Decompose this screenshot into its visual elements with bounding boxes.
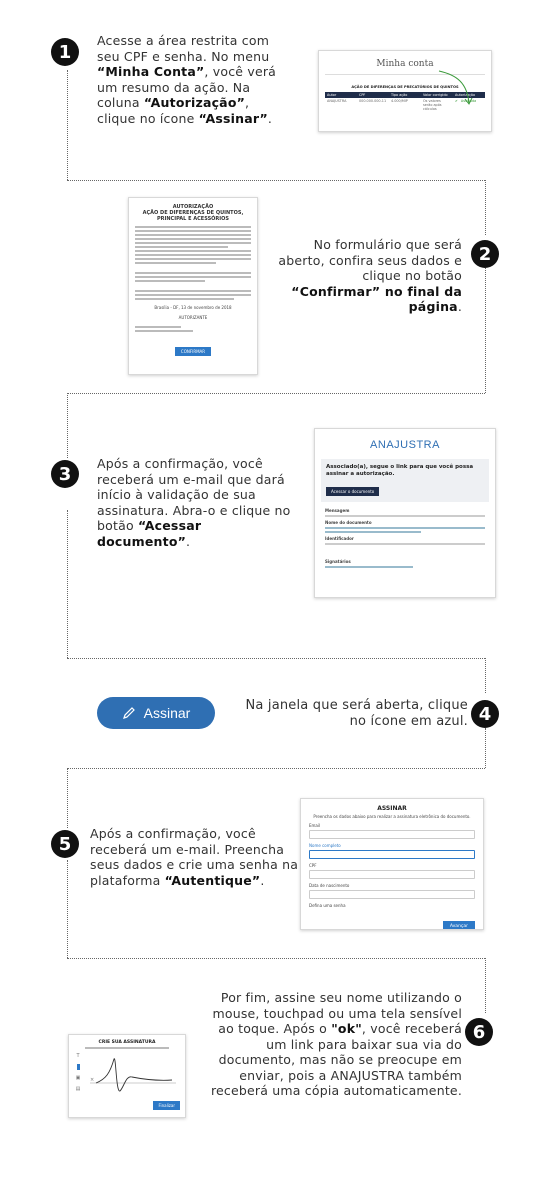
email-headline: Associado(a), segue o link para que você possa assinar a autorização.: [326, 464, 474, 477]
step-1-text-part: .: [267, 110, 273, 126]
anajustra-logo: ANAJUSTRA: [370, 439, 440, 451]
step-3-text-part: .: [186, 533, 191, 549]
step-1-text-part: Acesse a área restrita com seu CPF e senha. No menu: [97, 33, 270, 64]
step-1-text: [97, 33, 289, 126]
step-5-text: [90, 826, 300, 888]
step-1-column-label: “Autorização”: [143, 95, 246, 110]
cell-valor: Os valores serão após cálculos: [423, 99, 442, 111]
step-1-text-part: , clique no ícone: [97, 95, 250, 126]
email-label: Email: [309, 823, 321, 828]
step-2-text-part: No formulário que será aberto, confira seus dados e clique no botão: [278, 237, 462, 283]
draw-tool-icon[interactable]: [77, 1064, 80, 1070]
step-1-badge: 1: [51, 38, 79, 66]
step-6-badge: 6: [465, 1018, 493, 1046]
pen-icon: [122, 706, 136, 720]
acessar-documento-button[interactable]: Acessar o documento: [326, 487, 379, 496]
cell-tipo: 4.000/MIP: [391, 99, 408, 103]
step-6-ok-label: "ok": [331, 1021, 362, 1036]
divider-line: [485, 658, 486, 693]
form-title: ASSINAR: [377, 805, 407, 812]
confirmar-button[interactable]: CONFIRMAR: [175, 347, 211, 356]
name-label: Nome completo: [309, 843, 341, 848]
step-4-text: [232, 698, 468, 729]
step-5-text-part: .: [260, 872, 265, 888]
divider-line: [67, 70, 68, 180]
crie-assinatura-screenshot: [68, 1034, 186, 1118]
image-tool-icon[interactable]: ▣: [75, 1075, 81, 1081]
cell-autorizacao[interactable]: ✔ Assinada: [455, 99, 477, 103]
doc-date: Brasília - DF, 13 de novembro de 2018: [154, 305, 232, 310]
arrow-icon: [437, 69, 477, 109]
email-message-label: Mensagem: [325, 508, 350, 513]
step-1-text-part: , você verá um resumo da ação. Na coluna: [97, 64, 277, 110]
step-6-text-part: , você receberá um link para baixar sua via do documento, mas não se preocupe em enviar, pois a ANAJUSTRA também receberá uma cópia automaticamente.: [210, 1021, 462, 1098]
assinar-button[interactable]: [97, 697, 215, 729]
text-tool-icon[interactable]: T: [76, 1053, 80, 1059]
email-field[interactable]: [309, 830, 475, 839]
step-6-text: [206, 990, 462, 1099]
divider-line: [485, 268, 486, 393]
step-2-badge: 2: [471, 240, 499, 268]
divider-line: [67, 768, 485, 769]
email-screenshot: [314, 428, 496, 598]
assinar-button-label: Assinar: [143, 705, 191, 721]
stamp-tool-icon[interactable]: ▤: [75, 1086, 81, 1092]
divider-line: [67, 860, 68, 958]
divider-line: [485, 728, 486, 768]
minha-conta-title: Minha conta: [376, 59, 434, 69]
doc-subheading: AÇÃO DE DIFERENÇAS DE QUINTOS, PRINCIPAL E ACESSÓRIOS: [142, 210, 244, 222]
svg-text:×: ×: [90, 1077, 95, 1083]
divider-line: [67, 393, 68, 458]
step-1-icon-label: “Assinar”: [198, 110, 268, 126]
doc-heading: AUTORIZAÇÃO: [172, 204, 214, 210]
divider-line: [67, 958, 485, 959]
step-6-text-part: Por fim, assine seu nome utilizando o mouse, touchpad ou uma tela sensível ao toque. Após o: [212, 990, 462, 1036]
step-2-text: [276, 237, 462, 315]
step-3-button-label: “Acessar documento”: [97, 518, 202, 549]
cpf-field[interactable]: [309, 870, 475, 879]
form-subtitle: Preencha os dados abaixo para realizar a assinatura eletrônica do documento.: [313, 814, 471, 819]
step-5-platform-label: “Autentique”: [164, 872, 261, 888]
step-1-menu-label: “Minha Conta”: [97, 64, 205, 79]
email-doc-label: Nome do documento: [325, 520, 372, 525]
divider-line: [485, 180, 486, 235]
email-signers-label: Signatários: [325, 559, 351, 564]
step-3-text: [97, 456, 293, 549]
finalizar-button[interactable]: Finalizar: [153, 1101, 180, 1110]
assinar-form-screenshot: [300, 798, 484, 930]
step-4-text-part: Na janela que será aberta, clique no ícone em azul.: [245, 698, 468, 729]
name-field[interactable]: [309, 850, 475, 859]
col-cpf: CPF: [359, 93, 366, 97]
divider-line: [67, 393, 485, 394]
divider-line: [485, 958, 486, 1013]
step-3-text-part: Após a confirmação, você receberá um e-mail que dará início à validação de sua assinatura. Abra-o e clique no botão: [97, 456, 291, 533]
col-autor: Autor: [327, 93, 337, 97]
doc-sign-label: AUTORIZANTE: [178, 315, 208, 320]
divider-line: [67, 180, 485, 181]
signature-pad[interactable]: [86, 1053, 178, 1097]
step-4-badge: 4: [471, 700, 499, 728]
autorizacao-document-screenshot: [128, 197, 258, 375]
password-label: Defina uma senha: [309, 903, 346, 908]
step-2-text-part: .: [457, 299, 462, 314]
divider-line: [67, 768, 68, 828]
minha-conta-subtitle: AÇÃO DE DIFERENÇAS DE PRECATÓRIOS DE QUINTOS: [351, 85, 459, 89]
email-id-label: Identificador: [325, 536, 354, 541]
col-tipo: Tipo ação: [391, 93, 408, 97]
cell-cpf: 000.000.000-11: [359, 99, 387, 103]
step-5-badge: 5: [51, 830, 79, 858]
assinar-status-label: Assinada: [460, 99, 477, 103]
birth-label: Data de nascimento: [309, 883, 350, 888]
divider-line: [67, 510, 68, 658]
step-3-badge: 3: [51, 460, 79, 488]
step-5-text-part: Após a confirmação, você receberá um e-mail. Preencha seus dados e crie uma senha na plataforma: [90, 826, 299, 888]
minha-conta-screenshot: [318, 50, 492, 132]
col-valor: Valor corrigido: [423, 93, 448, 97]
col-autorizacao: Autorização: [455, 93, 476, 97]
cell-autor: ANAJUSTRA: [327, 99, 347, 103]
step-2-button-label: “Confirmar” no final da página: [291, 283, 462, 314]
avancar-button[interactable]: Avançar: [443, 921, 475, 930]
divider-line: [67, 658, 485, 659]
signature-title: CRIE SUA ASSINATURA: [98, 1040, 156, 1045]
birth-date-field[interactable]: [309, 890, 475, 899]
cpf-label: CPF: [309, 863, 317, 868]
